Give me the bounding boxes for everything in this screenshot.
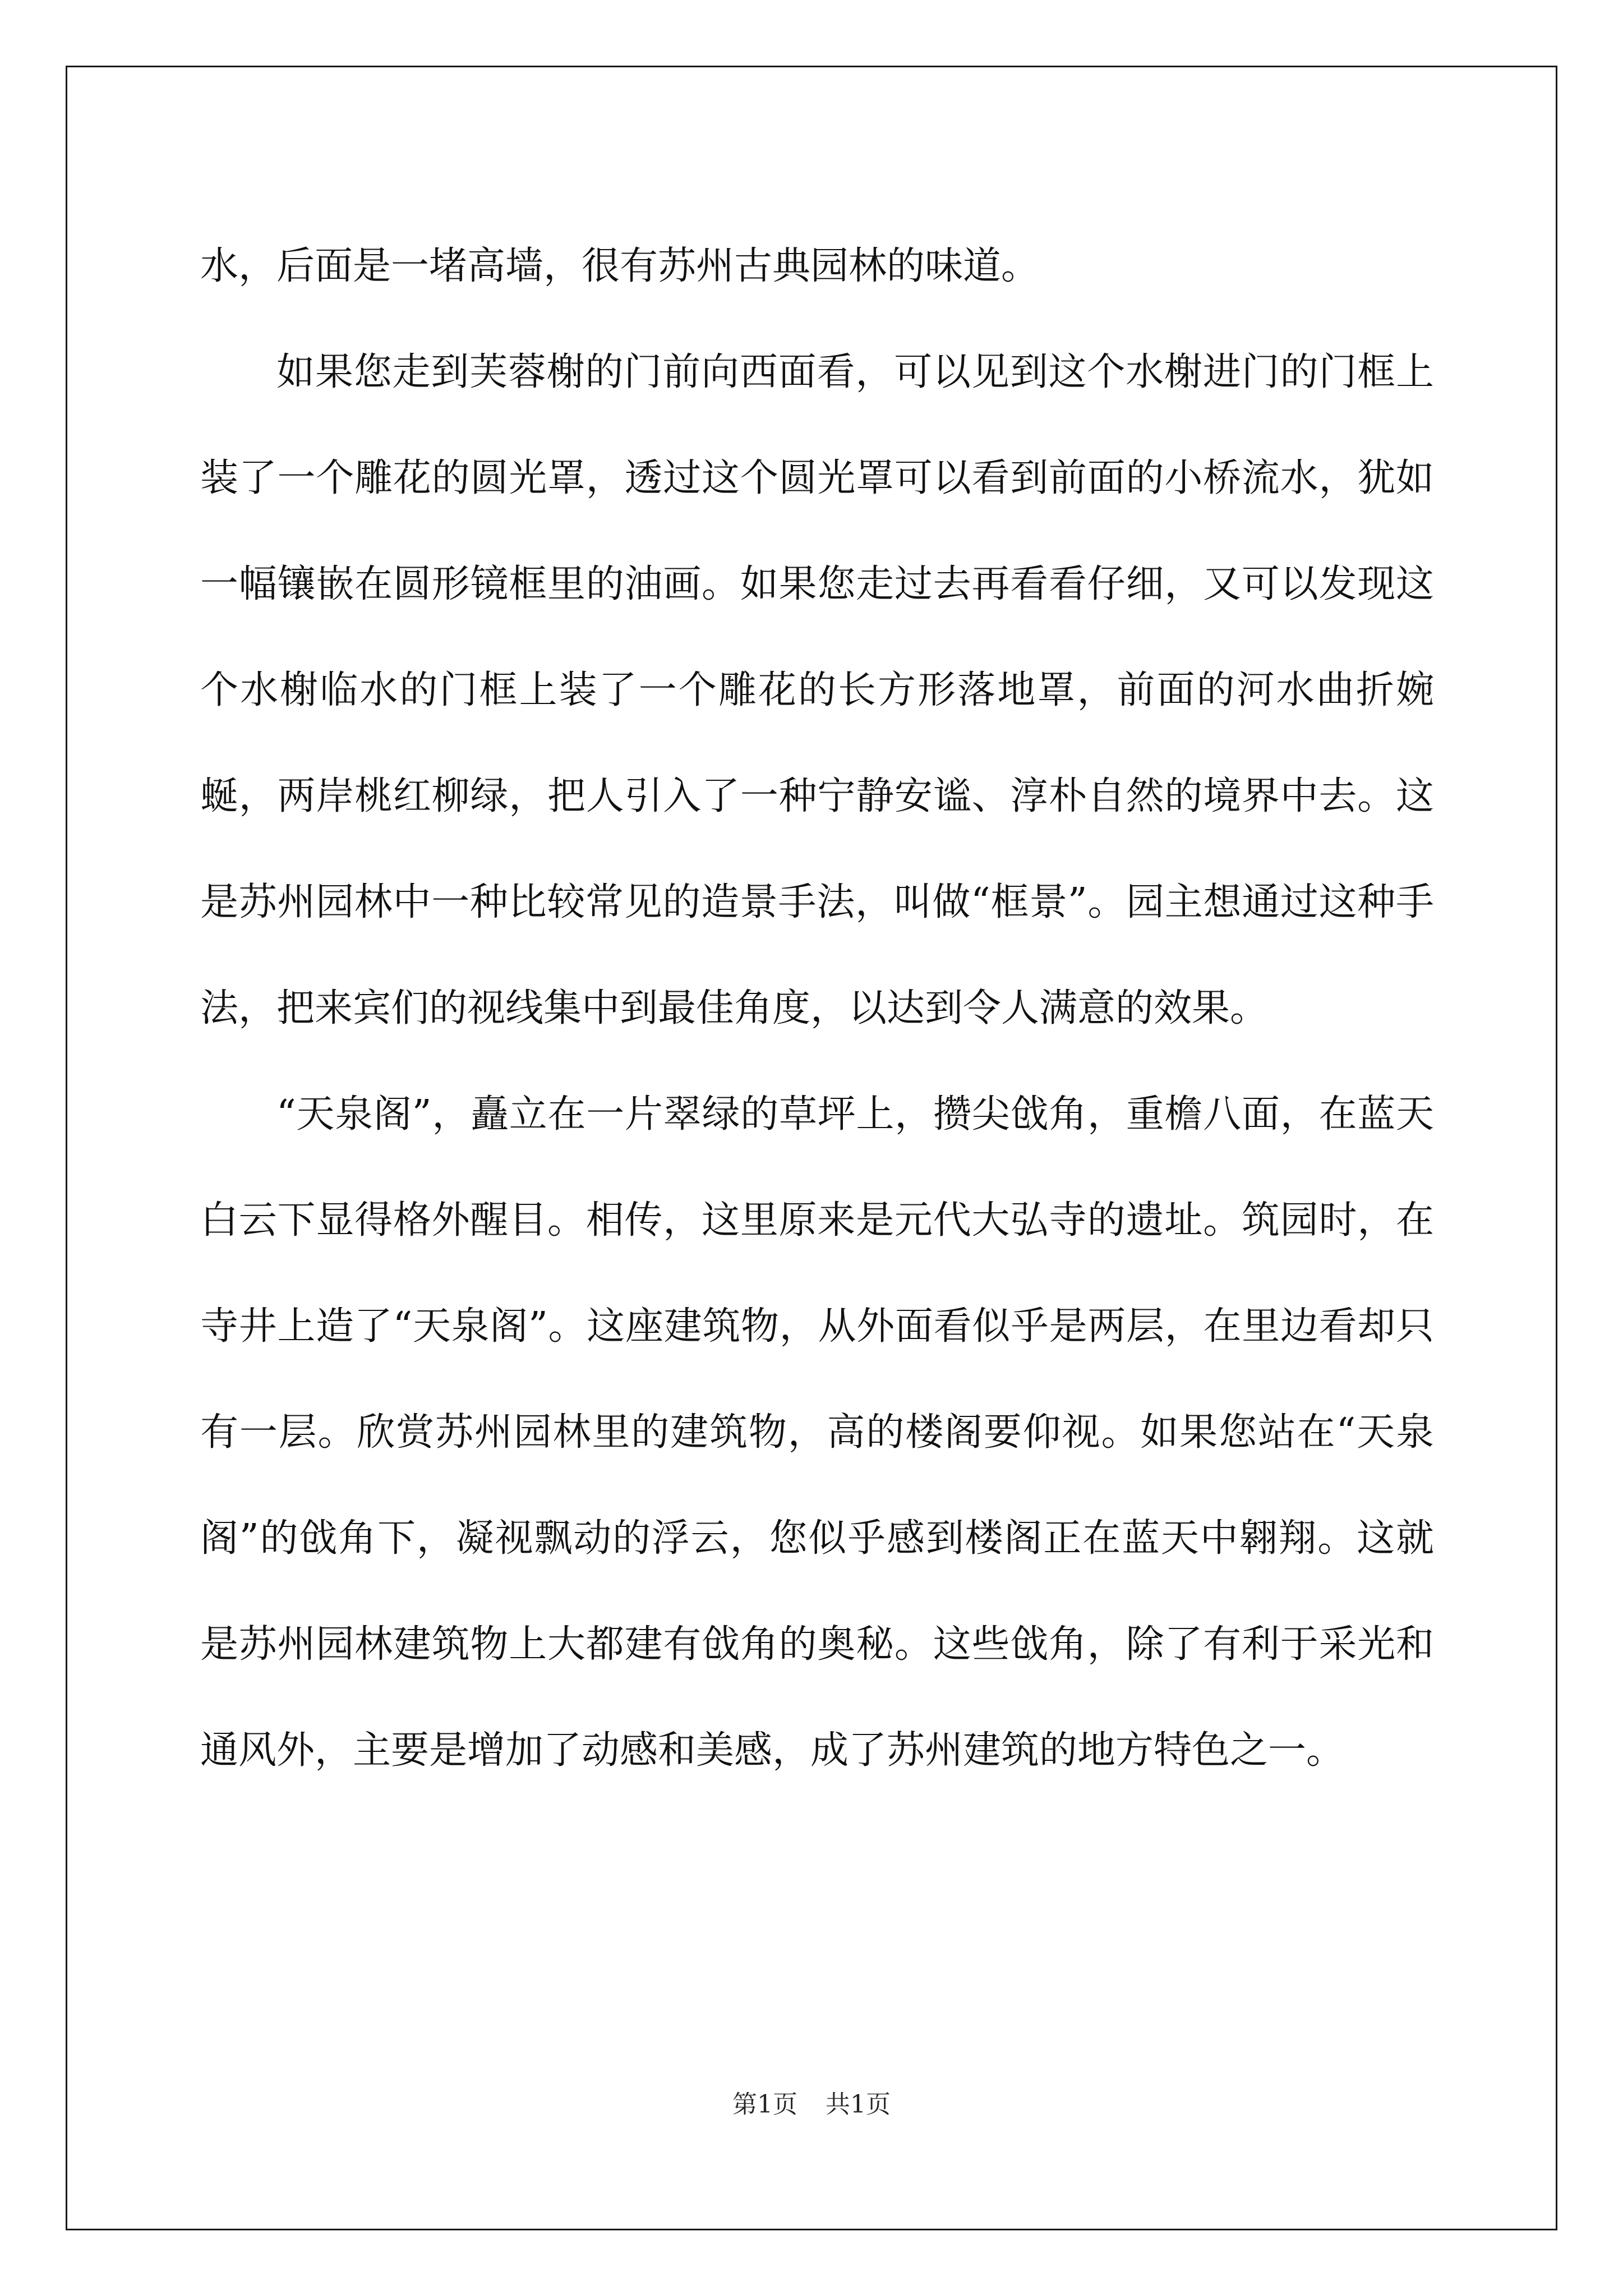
paragraph-framed-scenery: 如果您走到芙蓉榭的门前向西面看，可以见到这个水榭进门的门框上装了一个雕花的圆光罩，透过这个圆光罩可以看到前面的小桥流水，犹如一幅镶嵌在圆形镜框里的油画。如果您走过去再看看仔细，又可以发现这个水榭临水的门框上装了一个雕花的长方形落地罩，前面的河水曲折婉蜒，两岸桃红柳绿，把人引入了一种宁静安谧、淳朴自然的境界中去。这是苏州园林中一种比较常见的造景手法，叫做“框景”。园主想通过这种手法，把来宾们的视线集中到最佳角度，以达到令人满意的效果。 [200, 350, 1434, 1030]
page-number: 第1页 [732, 2090, 797, 2119]
page-footer [0, 2088, 1623, 2122]
page-total: 共1页 [826, 2090, 891, 2119]
paragraph-tianquan-pavilion: “天泉阁”，矗立在一片翠绿的草坪上，攒尖戗角，重檐八面，在蓝天白云下显得格外醒目。相传，这里原来是元代大弘寺的遗址。筑园时，在寺井上造了“天泉阁”。这座建筑物，从外面看似乎是两层，在里边看却只有一层。欣赏苏州园林里的建筑物，高的楼阁要仰视。如果您站在“天泉阁”的戗角下，凝视飘动的浮云，您似乎感到楼阁正在蓝天中翱翔。这就是苏州园林建筑物上大都建有戗角的奥秘。这些戗角，除了有利于采光和通风外，主要是增加了动感和美感，成了苏州建筑的地方特色之一。 [200, 1092, 1434, 1773]
paragraph-continuation: 水，后面是一堵高墙，很有苏州古典园林的味道。 [200, 244, 1040, 288]
document-body [200, 213, 1434, 1803]
